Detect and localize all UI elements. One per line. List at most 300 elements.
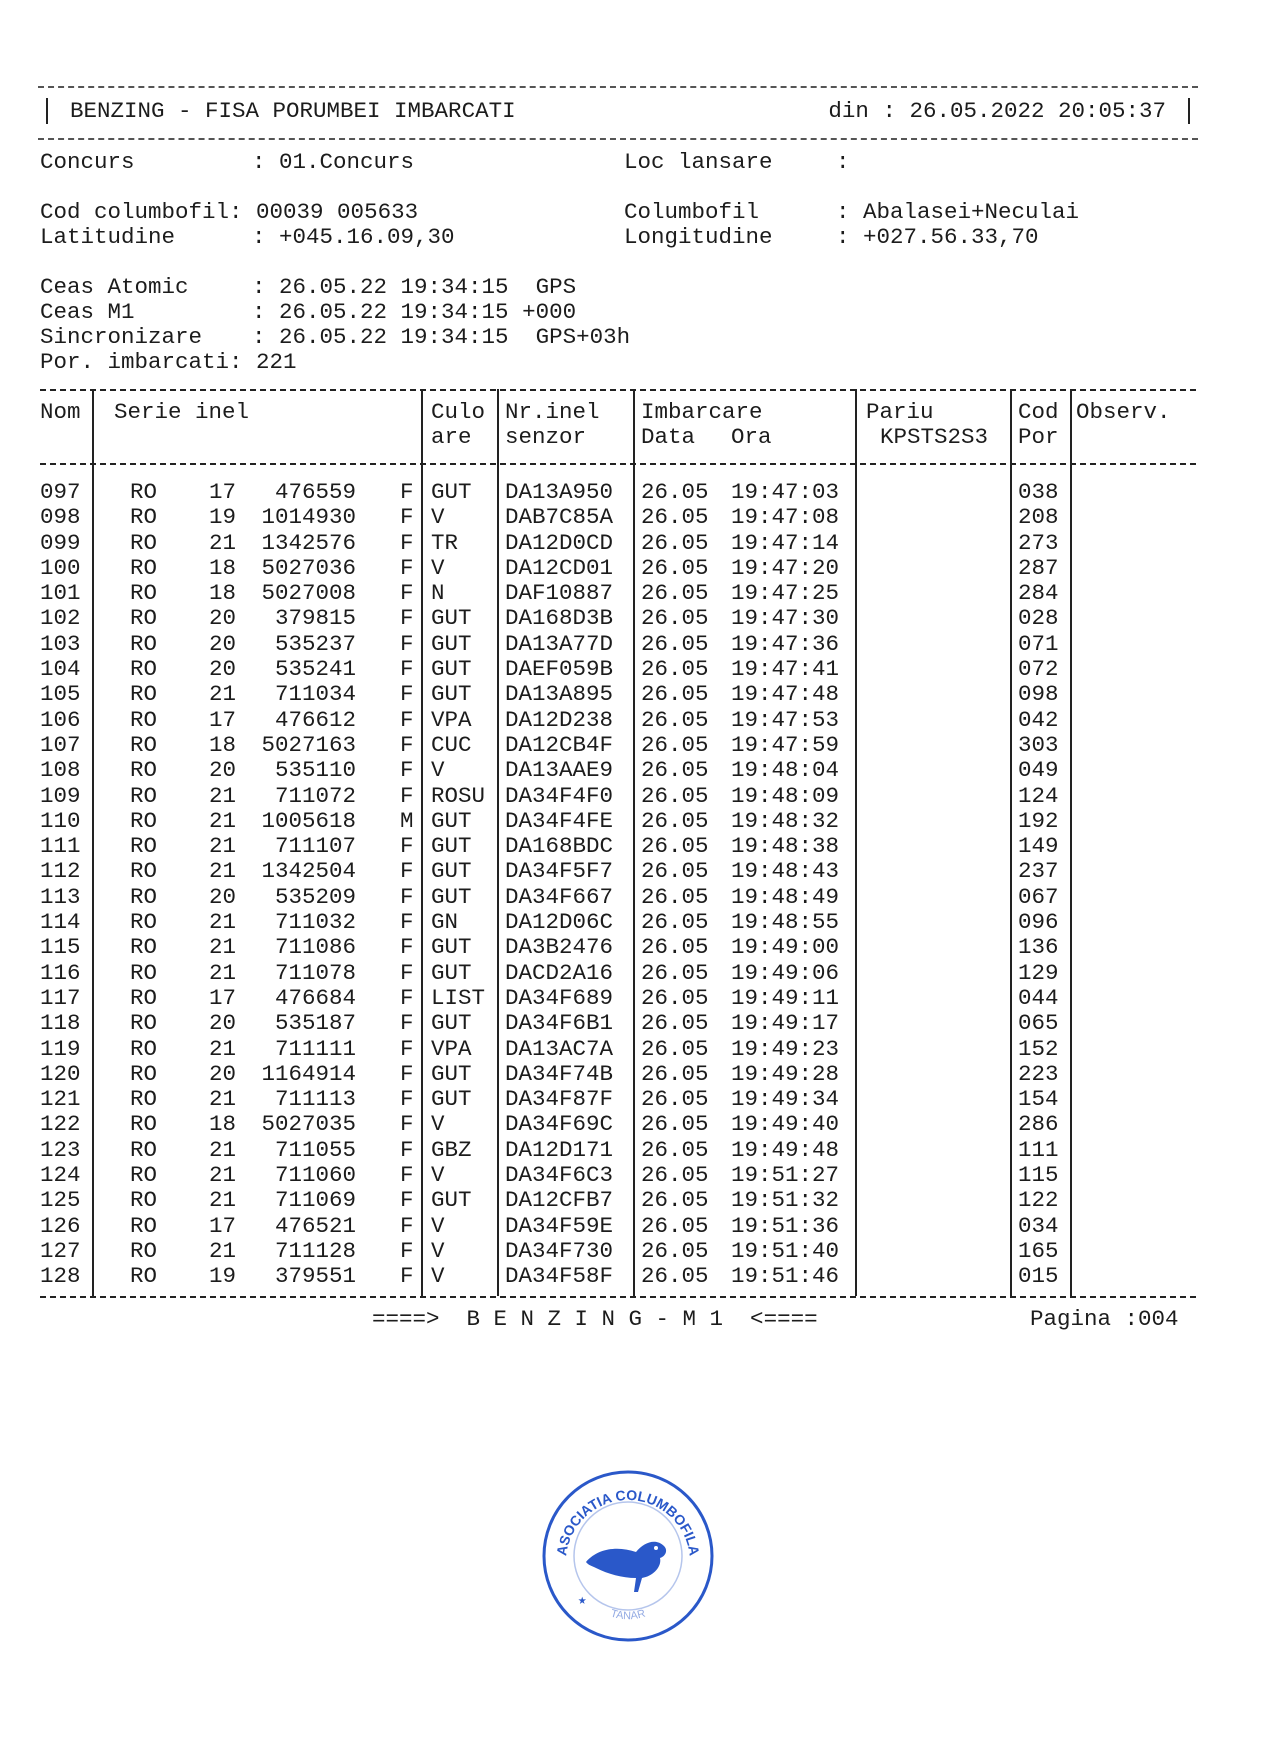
table-cell-an: 18 (208, 554, 236, 581)
table-cell-inel: 711032 (274, 909, 356, 936)
table-cell-nom: 108 (40, 757, 81, 784)
table-cell-ora: 19:49:28 (731, 1060, 840, 1087)
table-cell-data: 26.05 (641, 504, 709, 531)
table-cell-an: 17 (208, 706, 236, 733)
table-cell-cod: 042 (1018, 706, 1059, 733)
table-cell-nom: 097 (40, 479, 81, 505)
table-cell-data: 26.05 (641, 1111, 709, 1138)
table-cell-an: 21 (208, 833, 236, 860)
table-cell-ora: 19:47:41 (731, 656, 840, 683)
table-cell-ora: 19:48:49 (731, 883, 840, 910)
table-cell-culoare: V (431, 554, 445, 581)
table-cell-senzor: DA34F69C (505, 1111, 614, 1138)
table-cell-ora: 19:49:06 (731, 959, 840, 986)
table-cell-data: 26.05 (641, 656, 709, 683)
table-cell-ora: 19:49:34 (731, 1086, 840, 1113)
table-cell-ora: 19:47:25 (731, 580, 840, 607)
table-cell-sex: F (400, 731, 414, 758)
table-cell-sex: F (400, 1212, 414, 1239)
report-date: din : 26.05.2022 20:05:37 (828, 98, 1166, 124)
table-cell-inel: 379815 (274, 605, 356, 632)
table-cell-senzor: DA12D0CD (505, 529, 614, 556)
table-cell-data: 26.05 (641, 1212, 709, 1239)
col-sep-serie (421, 389, 423, 1296)
table-cell-an: 20 (208, 757, 236, 784)
table-cell-culoare: GUT (431, 1086, 472, 1113)
table-col-data (641, 480, 709, 1290)
table-cell-ora: 19:48:09 (731, 782, 840, 809)
col-sep-senzor (633, 389, 635, 1296)
table-cell-sex: F (400, 630, 414, 657)
table-cell-sex: F (400, 605, 414, 632)
table-cell-tara: RO (130, 1060, 158, 1087)
table-cell-senzor: DAB7C85A (505, 504, 614, 531)
table-cell-sex: F (400, 656, 414, 683)
table-col-ora (731, 480, 839, 1290)
table-cell-an: 17 (208, 984, 236, 1011)
table-cell-ora: 19:48:55 (731, 909, 840, 936)
table-cell-ora: 19:47:30 (731, 605, 840, 632)
columbofil-line: Columbofil : Abalasei+Neculai (624, 199, 1080, 225)
table-cell-cod: 115 (1018, 1162, 1059, 1189)
table-cell-nom: 124 (40, 1162, 81, 1189)
table-cell-inel: 711107 (274, 833, 356, 860)
table-cell-nom: 111 (40, 833, 81, 860)
table-cell-ora: 19:48:32 (731, 807, 840, 834)
table-cell-an: 18 (208, 580, 236, 607)
report-title: BENZING - FISA PORUMBEI IMBARCATI (70, 98, 516, 124)
table-cell-tara: RO (130, 1111, 158, 1138)
table-cell-cod: 096 (1018, 909, 1059, 936)
col-header-serie: Serie inel (114, 399, 250, 425)
table-cell-an: 17 (208, 479, 236, 505)
table-cell-nom: 102 (40, 605, 81, 632)
table-top-rule (40, 389, 1196, 391)
table-cell-nom: 107 (40, 731, 81, 758)
table-cell-inel: 476684 (274, 984, 356, 1011)
table-cell-culoare: GUT (431, 656, 472, 683)
table-cell-tara: RO (130, 984, 158, 1011)
svg-text:★: ★ (578, 1593, 587, 1609)
col-sep-culoare (497, 389, 499, 1296)
table-cell-tara: RO (130, 1086, 158, 1113)
table-cell-tara: RO (130, 1162, 158, 1189)
table-col-sex (400, 480, 414, 1290)
table-cell-data: 26.05 (641, 1035, 709, 1062)
table-cell-ora: 19:47:14 (731, 529, 840, 556)
table-cell-nom: 110 (40, 807, 81, 834)
table-cell-cod: 284 (1018, 580, 1059, 607)
table-cell-nom: 103 (40, 630, 81, 657)
table-cell-ora: 19:51:32 (731, 1187, 840, 1214)
table-cell-inel: 535187 (274, 1010, 356, 1037)
table-cell-data: 26.05 (641, 681, 709, 708)
table-cell-nom: 112 (40, 858, 81, 885)
table-cell-inel: 379551 (274, 1263, 356, 1290)
col-header-imbarcare-ora: Ora (731, 424, 772, 450)
table-cell-cod: 136 (1018, 934, 1059, 961)
table-cell-culoare: GUT (431, 605, 472, 632)
table-cell-culoare: GUT (431, 479, 472, 505)
table-cell-senzor: DAF10887 (505, 580, 614, 607)
table-cell-culoare: N (431, 580, 445, 607)
table-cell-culoare: VPA (431, 1035, 472, 1062)
table-cell-cod: 192 (1018, 807, 1059, 834)
cod-columbofil-line: Cod columbofil: 00039 005633 (40, 199, 419, 225)
table-cell-culoare: LIST (431, 984, 486, 1011)
table-cell-tara: RO (130, 883, 158, 910)
table-cell-ora: 19:47:03 (731, 479, 840, 505)
table-bottom-rule (40, 1296, 1196, 1298)
table-cell-inel: 5027008 (261, 580, 356, 607)
table-cell-nom: 118 (40, 1010, 81, 1037)
table-cell-ora: 19:47:59 (731, 731, 840, 758)
table-cell-an: 21 (208, 681, 236, 708)
table-cell-tara: RO (130, 757, 158, 784)
table-cell-data: 26.05 (641, 1162, 709, 1189)
table-cell-nom: 104 (40, 656, 81, 683)
stamp-seal-icon (538, 1466, 718, 1646)
table-cell-nom: 105 (40, 681, 81, 708)
table-cell-senzor: DA34F667 (505, 883, 614, 910)
table-cell-ora: 19:48:38 (731, 833, 840, 860)
table-cell-senzor: DA12CD01 (505, 554, 614, 581)
table-col-an (190, 480, 236, 1290)
table-cell-senzor: DA34F87F (505, 1086, 614, 1113)
table-cell-culoare: ROSU (431, 782, 486, 809)
table-cell-tara: RO (130, 1187, 158, 1214)
table-cell-data: 26.05 (641, 479, 709, 505)
table-cell-data: 26.05 (641, 858, 709, 885)
table-cell-sex: F (400, 1162, 414, 1189)
table-col-culoare (431, 480, 485, 1290)
table-cell-an: 19 (208, 504, 236, 531)
table-col-inel (240, 480, 356, 1290)
table-cell-ora: 19:47:53 (731, 706, 840, 733)
table-cell-sex: F (400, 1010, 414, 1037)
table-cell-culoare: V (431, 504, 445, 531)
table-cell-senzor: DA13AAE9 (505, 757, 614, 784)
svg-text:TANAR: TANAR (609, 1607, 647, 1623)
table-cell-culoare: CUC (431, 731, 472, 758)
table-cell-nom: 109 (40, 782, 81, 809)
table-cell-inel: 1014930 (261, 504, 356, 531)
table-cell-cod: 111 (1018, 1136, 1059, 1163)
table-cell-cod: 065 (1018, 1010, 1059, 1037)
table-cell-tara: RO (130, 909, 158, 936)
table-cell-cod: 129 (1018, 959, 1059, 986)
table-cell-tara: RO (130, 858, 158, 885)
table-cell-culoare: V (431, 1237, 445, 1264)
table-cell-senzor: DA13AC7A (505, 1035, 614, 1062)
ceas-atomic-line: Ceas Atomic : 26.05.22 19:34:15 GPS (40, 274, 577, 300)
table-cell-senzor: DA12CFB7 (505, 1187, 614, 1214)
table-cell-nom: 113 (40, 883, 81, 910)
table-cell-data: 26.05 (641, 1237, 709, 1264)
table-cell-an: 21 (208, 1187, 236, 1214)
table-cell-inel: 5027163 (261, 731, 356, 758)
table-cell-senzor: DA12CB4F (505, 731, 614, 758)
table-cell-senzor: DA12D171 (505, 1136, 614, 1163)
table-cell-tara: RO (130, 554, 158, 581)
table-cell-senzor: DAEF059B (505, 656, 614, 683)
table-cell-sex: F (400, 1237, 414, 1264)
table-cell-cod: 149 (1018, 833, 1059, 860)
table-cell-nom: 126 (40, 1212, 81, 1239)
table-cell-nom: 122 (40, 1111, 81, 1138)
table-cell-culoare: GUT (431, 681, 472, 708)
table-cell-tara: RO (130, 1237, 158, 1264)
table-cell-nom: 098 (40, 504, 81, 531)
table-cell-senzor: DA12D238 (505, 706, 614, 733)
table-cell-senzor: DA168D3B (505, 605, 614, 632)
table-cell-senzor: DA34F5F7 (505, 858, 614, 885)
table-cell-cod: 044 (1018, 984, 1059, 1011)
table-cell-inel: 1005618 (261, 807, 356, 834)
table-cell-culoare: GUT (431, 883, 472, 910)
table-cell-cod: 165 (1018, 1237, 1059, 1264)
table-cell-senzor: DA168BDC (505, 833, 614, 860)
table-cell-data: 26.05 (641, 1060, 709, 1087)
table-cell-ora: 19:51:40 (731, 1237, 840, 1264)
table-cell-an: 21 (208, 1035, 236, 1062)
table-cell-data: 26.05 (641, 833, 709, 860)
table-cell-cod: 154 (1018, 1086, 1059, 1113)
table-cell-inel: 1164914 (261, 1060, 356, 1087)
table-cell-cod: 152 (1018, 1035, 1059, 1062)
table-cell-senzor: DA12D06C (505, 909, 614, 936)
col-sep-imbarcare (855, 389, 857, 1296)
table-cell-nom: 099 (40, 529, 81, 556)
table-cell-ora: 19:48:04 (731, 757, 840, 784)
table-cell-an: 21 (208, 959, 236, 986)
table-cell-ora: 19:47:36 (731, 630, 840, 657)
association-stamp (538, 1466, 718, 1653)
table-cell-ora: 19:51:27 (731, 1162, 840, 1189)
table-cell-sex: F (400, 959, 414, 986)
table-cell-tara: RO (130, 580, 158, 607)
latitudine-line: Latitudine : +045.16.09,30 (40, 224, 455, 250)
table-cell-sex: F (400, 934, 414, 961)
table-cell-culoare: V (431, 1263, 445, 1290)
table-cell-sex: F (400, 479, 414, 505)
col-sep-cod (1070, 389, 1072, 1296)
table-cell-an: 21 (208, 1086, 236, 1113)
table-cell-sex: F (400, 833, 414, 860)
table-header-rule (40, 463, 1196, 465)
table-cell-tara: RO (130, 706, 158, 733)
table-cell-cod: 122 (1018, 1187, 1059, 1214)
table-cell-cod: 038 (1018, 479, 1059, 505)
table-cell-sex: F (400, 681, 414, 708)
table-cell-senzor: DA13A895 (505, 681, 614, 708)
table-cell-nom: 117 (40, 984, 81, 1011)
table-cell-ora: 19:49:00 (731, 934, 840, 961)
table-cell-inel: 535237 (274, 630, 356, 657)
table-cell-data: 26.05 (641, 1010, 709, 1037)
table-col-cod (1018, 480, 1059, 1290)
table-cell-nom: 101 (40, 580, 81, 607)
col-header-senzor-2: senzor (505, 424, 587, 450)
table-cell-ora: 19:48:43 (731, 858, 840, 885)
table-cell-senzor: DA13A77D (505, 630, 614, 657)
table-cell-culoare: VPA (431, 706, 472, 733)
table-cell-senzor: DA34F6C3 (505, 1162, 614, 1189)
table-cell-senzor: DACD2A16 (505, 959, 614, 986)
table-cell-tara: RO (130, 504, 158, 531)
table-cell-senzor: DA34F689 (505, 984, 614, 1011)
table-cell-data: 26.05 (641, 782, 709, 809)
table-cell-ora: 19:47:48 (731, 681, 840, 708)
table-cell-tara: RO (130, 1035, 158, 1062)
table-cell-inel: 711111 (274, 1035, 356, 1062)
col-header-cod-1: Cod (1018, 399, 1059, 425)
col-header-senzor-1: Nr.inel (505, 399, 600, 425)
table-cell-nom: 119 (40, 1035, 81, 1062)
por-imbarcati-line: Por. imbarcati: 221 (40, 349, 297, 375)
table-cell-nom: 125 (40, 1187, 81, 1214)
table-cell-cod: 223 (1018, 1060, 1059, 1087)
table-cell-data: 26.05 (641, 529, 709, 556)
loc-lansare-line: Loc lansare : (624, 149, 864, 175)
table-cell-an: 21 (208, 934, 236, 961)
table-cell-inel: 711072 (274, 782, 356, 809)
table-cell-culoare: GUT (431, 858, 472, 885)
table-cell-sex: F (400, 1263, 414, 1290)
table-cell-sex: F (400, 909, 414, 936)
table-cell-data: 26.05 (641, 1136, 709, 1163)
table-cell-inel: 711113 (274, 1086, 356, 1113)
table-cell-sex: F (400, 706, 414, 733)
table-cell-sex: F (400, 1060, 414, 1087)
table-cell-nom: 128 (40, 1263, 81, 1290)
table-cell-culoare: GUT (431, 1010, 472, 1037)
table-cell-tara: RO (130, 1136, 158, 1163)
table-cell-cod: 286 (1018, 1111, 1059, 1138)
table-cell-nom: 114 (40, 909, 81, 936)
table-cell-tara: RO (130, 479, 158, 505)
table-cell-sex: F (400, 757, 414, 784)
col-header-culoare-1: Culo (431, 399, 486, 425)
table-cell-tara: RO (130, 959, 158, 986)
table-cell-inel: 5027035 (261, 1111, 356, 1138)
table-cell-an: 17 (208, 1212, 236, 1239)
table-cell-sex: F (400, 1136, 414, 1163)
table-cell-cod: 072 (1018, 656, 1059, 683)
table-cell-ora: 19:47:08 (731, 504, 840, 531)
table-cell-senzor: DA34F6B1 (505, 1010, 614, 1037)
table-cell-inel: 476612 (274, 706, 356, 733)
table-cell-data: 26.05 (641, 959, 709, 986)
table-cell-cod: 124 (1018, 782, 1059, 809)
table-cell-inel: 1342576 (261, 529, 356, 556)
table-cell-cod: 237 (1018, 858, 1059, 885)
col-header-pariu-2: KPSTS2S3 (880, 424, 989, 450)
table-cell-an: 21 (208, 782, 236, 809)
table-cell-data: 26.05 (641, 1263, 709, 1290)
table-cell-inel: 711078 (274, 959, 356, 986)
table-cell-nom: 127 (40, 1237, 81, 1264)
table-cell-inel: 476521 (274, 1212, 356, 1239)
table-cell-culoare: V (431, 1212, 445, 1239)
table-cell-cod: 208 (1018, 504, 1059, 531)
table-cell-sex: F (400, 782, 414, 809)
table-cell-sex: F (400, 580, 414, 607)
table-cell-inel: 711060 (274, 1162, 356, 1189)
table-cell-nom: 106 (40, 706, 81, 733)
table-cell-an: 21 (208, 909, 236, 936)
table-cell-culoare: GUT (431, 833, 472, 860)
table-cell-tara: RO (130, 656, 158, 683)
table-cell-culoare: GBZ (431, 1136, 472, 1163)
table-cell-ora: 19:51:46 (731, 1263, 840, 1290)
col-header-cod-2: Por (1018, 424, 1059, 450)
sincronizare-line: Sincronizare : 26.05.22 19:34:15 GPS+03h (40, 324, 631, 350)
col-header-culoare-2: are (431, 424, 472, 450)
table-cell-ora: 19:49:17 (731, 1010, 840, 1037)
table-cell-data: 26.05 (641, 630, 709, 657)
table-cell-sex: M (400, 807, 414, 834)
table-cell-tara: RO (130, 1263, 158, 1290)
table-cell-tara: RO (130, 833, 158, 860)
table-cell-data: 26.05 (641, 1086, 709, 1113)
table-cell-nom: 100 (40, 554, 81, 581)
table-cell-culoare: V (431, 757, 445, 784)
table-cell-tara: RO (130, 1010, 158, 1037)
col-header-pariu-1: Pariu (866, 399, 934, 425)
table-cell-cod: 049 (1018, 757, 1059, 784)
table-cell-cod: 028 (1018, 605, 1059, 632)
table-cell-inel: 476559 (274, 479, 356, 505)
table-cell-nom: 123 (40, 1136, 81, 1163)
table-cell-inel: 535209 (274, 883, 356, 910)
table-cell-sex: F (400, 554, 414, 581)
table-cell-culoare: GUT (431, 807, 472, 834)
table-cell-sex: F (400, 504, 414, 531)
header-bottom-rule (38, 138, 1198, 140)
table-cell-ora: 19:49:48 (731, 1136, 840, 1163)
table-col-nom (40, 480, 81, 1290)
table-cell-tara: RO (130, 630, 158, 657)
table-cell-data: 26.05 (641, 984, 709, 1011)
table-cell-an: 21 (208, 858, 236, 885)
table-cell-cod: 067 (1018, 883, 1059, 910)
table-col-senzor (505, 480, 613, 1290)
ceas-m1-line: Ceas M1 : 26.05.22 19:34:15 +000 (40, 299, 577, 325)
table-col-tara (130, 480, 157, 1290)
col-header-imbarcare-data: Data (641, 424, 696, 450)
table-cell-cod: 273 (1018, 529, 1059, 556)
table-cell-sex: F (400, 883, 414, 910)
table-cell-an: 20 (208, 656, 236, 683)
table-cell-ora: 19:51:36 (731, 1212, 840, 1239)
table-cell-senzor: DA34F730 (505, 1237, 614, 1264)
table-cell-tara: RO (130, 934, 158, 961)
table-cell-data: 26.05 (641, 909, 709, 936)
table-cell-inel: 711086 (274, 934, 356, 961)
table-cell-an: 18 (208, 731, 236, 758)
table-cell-data: 26.05 (641, 731, 709, 758)
table-cell-an: 21 (208, 807, 236, 834)
table-cell-tara: RO (130, 681, 158, 708)
table-cell-ora: 19:49:23 (731, 1035, 840, 1062)
footer-banner: ====> B E N Z I N G - M 1 <==== (372, 1306, 818, 1332)
table-cell-an: 21 (208, 1162, 236, 1189)
table-cell-data: 26.05 (641, 706, 709, 733)
table-cell-sex: F (400, 984, 414, 1011)
table-cell-tara: RO (130, 807, 158, 834)
table-cell-senzor: DA13A950 (505, 479, 614, 505)
